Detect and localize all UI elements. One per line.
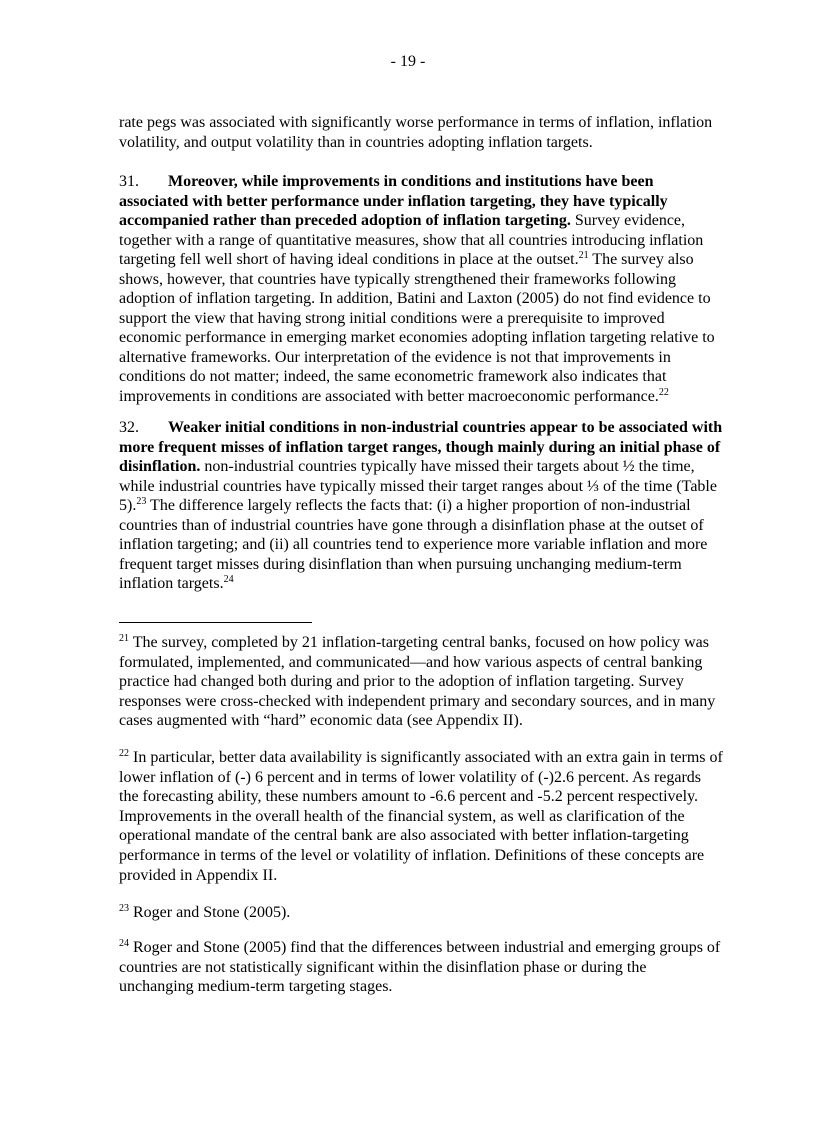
footnote-mark: 22 xyxy=(119,748,129,759)
footnote-mark: 23 xyxy=(119,903,129,914)
page-number: - 19 - xyxy=(390,53,426,70)
paragraph-continuation: rate pegs was associated with significantly worse performance in terms of inflation, inflation volatility, and output volatility than in countries adopting inflation targets. xyxy=(119,114,713,151)
paragraph-body: Survey evidence, together with a range of quantitative measures, show that all countries introducing inflation targeting fell well short of having ideal conditions in place at the outset. xyxy=(119,212,704,268)
paragraph-body: The survey also shows, however, that countries have typically strengthened their frameworks following adoption of inflation targeting. In addition, Batini and Laxton (2005) do not find evidence to support the view that having strong initial conditions were a prerequisite to improved economic performance in emerging market economies adopting inflation targeting relative to alternative frameworks. Our interpretation of the evidence is not that improvements in conditions do not matter; indeed, the same econometric framework also indicates that improvements in conditions are associated with better macroeconomic performance. xyxy=(119,251,715,405)
paragraph-body: non-industrial countries typically have missed their targets about ½ the time, while industrial countries have typically missed their target ranges about ⅓ of the time (Table 5). xyxy=(119,458,717,514)
paragraph-body: The difference largely reflects the facts that: (i) a higher proportion of non-industrial countries than of industrial countries have gone through a disinflation phase at the outset of inflation targeting; and (ii) all countries tend to experience more variable inflation and more frequent target misses during disinflation than when pursuing unchanging medium-term inflation targets. xyxy=(119,497,708,592)
footnote-text: Roger and Stone (2005) find that the differences between industrial and emerging groups of countries are not statistically significant within the disinflation phase or during the unchanging medium-term targeting stages. xyxy=(119,939,721,996)
footnote-22 xyxy=(119,748,723,885)
footnote-mark: 24 xyxy=(119,938,129,949)
paragraph-number: 31. xyxy=(119,173,139,190)
footnote-ref[interactable]: 21 xyxy=(578,250,589,261)
paragraph-lead: Weaker initial conditions in non-industrial countries appear to be associated with more frequent misses of inflation target ranges, though mainly during an initial phase of disinflation. xyxy=(119,419,723,475)
paragraph-32 xyxy=(119,418,723,594)
footnote-23 xyxy=(119,903,723,923)
footnote-ref[interactable]: 24 xyxy=(223,574,234,585)
footnote-21 xyxy=(119,633,723,731)
footnote-24 xyxy=(119,938,723,997)
footnote-text: Roger and Stone (2005). xyxy=(129,904,291,921)
footnote-separator xyxy=(119,622,312,623)
footnote-mark: 21 xyxy=(119,633,129,644)
paragraph-31 xyxy=(119,172,723,406)
footnote-ref[interactable]: 22 xyxy=(658,386,669,398)
footnote-ref[interactable]: 23 xyxy=(136,496,147,507)
footnote-text: In particular, better data availability is significantly associated with an extra gain in terms of lower inflation of (-) 6 percent and in terms of lower volatility of (-)2.6 percent. As regards the forecasting ability, these numbers amount to -6.6 percent and -5.2 percent respectively. Improvements in the overall health of the financial system, as well as clarification of the operational mandate of the central bank are also associated with better inflation-targeting performance in terms of the level or volatility of inflation. Definitions of these concepts are provided in Appendix II. xyxy=(119,749,723,884)
paragraph-number: 32. xyxy=(119,419,139,436)
footnote-text: The survey, completed by 21 inflation-targeting central banks, focused on how policy was formulated, implemented, and communicated—and how various aspects of central banking practice had changed both during and prior to the adoption of inflation targeting. Survey responses were cross-checked with independent primary and secondary sources, and in many cases augmented with “hard” economic data (see Appendix II). xyxy=(119,634,716,730)
paragraph-lead: Moreover, while improvements in conditions and institutions have been associated with better performance under inflation targeting, they have typically accompanied rather than preceded adoption of inflation targeting. xyxy=(119,173,668,229)
